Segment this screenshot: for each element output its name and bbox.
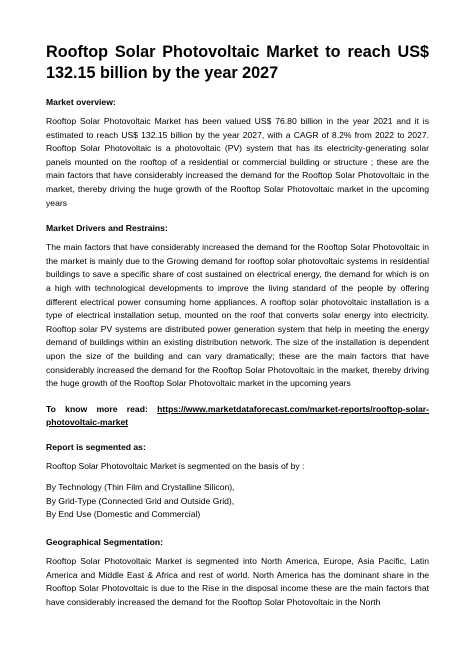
overview-paragraph: Rooftop Solar Photovoltaic Market has been valued US$ 76.80 billion in the year 2021 and it is estimated to reach US$ 132.15 billion by the year 2027, with a CAGR of 8.2% from 2022 to 2027. Rooftop Solar Photovoltaic is a photovoltaic (PV) system that has its electricity-generating solar panels mounted on the rooftop of a residential or commercial building or structure ; these are the main factors that have considerably increased the demand for the Rooftop Solar Photovoltaic in the market, thereby driving the huge growth of the Rooftop Solar Photovoltaic market in the upcoming years <box>46 116 429 208</box>
list-item: By Grid-Type (Connected Grid and Outside Grid), <box>46 495 235 506</box>
segment-list <box>46 481 429 522</box>
document-title: Rooftop Solar Photovoltaic Market to reach US$ 132.15 billion by the year 2027 <box>46 43 429 82</box>
overview-heading: Market overview: <box>46 97 116 107</box>
segmented-heading: Report is segmented as: <box>46 441 146 452</box>
drivers-heading: Market Drivers and Restrains: <box>46 223 168 234</box>
list-item: By End Use (Domestic and Commercial) <box>46 509 201 520</box>
geo-paragraph: Rooftop Solar Photovoltaic Market is segmented into North America, Europe, Asia Pacific, Latin America and Middle East & Africa and rest of world. North America has the dominant share in the Rooftop Solar Photovoltaic is due to the Rise in the disposal income these are the main factors that have considerably increased the demand for the Rooftop Solar Photovoltaic in the North <box>46 556 429 607</box>
list-item: By Technology (Thin Film and Crystalline Silicon), <box>46 482 235 493</box>
segmented-intro: Rooftop Solar Photovoltaic Market is segmented on the basis of by : <box>46 460 305 471</box>
know-more-label: To know more read: <box>46 403 148 414</box>
drivers-paragraph: The main factors that have considerably increased the demand for the Rooftop Solar Photovoltaic in the market is mainly due to the Growing demand for rooftop solar photovoltaic systems in residential buildings to save a specific share of cost sustained on electrical energy, the demand for which is on a high with technological developments to improve the living standard of the people by offering different electrical power consuming home appliances. A rooftop solar photovoltaic installation is a type of electrical installation setup, mounted on the roof that converts solar energy into electricity. Rooftop solar PV systems are distributed power generation system that help in meeting the energy demand of buildings within an existing distribution network. The size of the installation is dependent upon the size of the building and can vary dramatically; these are the main factors that have considerably increased the demand for the Rooftop Solar Photovoltaic in the market, thereby driving the huge growth of the Rooftop Solar Photovoltaic market in the upcoming years <box>46 242 429 389</box>
geo-heading: Geographical Segmentation: <box>46 537 163 548</box>
know-more-line <box>46 403 429 429</box>
report-link[interactable]: https://www.marketdataforecast.com/market-reports/rooftop-solar-photovoltaic-market <box>46 403 430 427</box>
